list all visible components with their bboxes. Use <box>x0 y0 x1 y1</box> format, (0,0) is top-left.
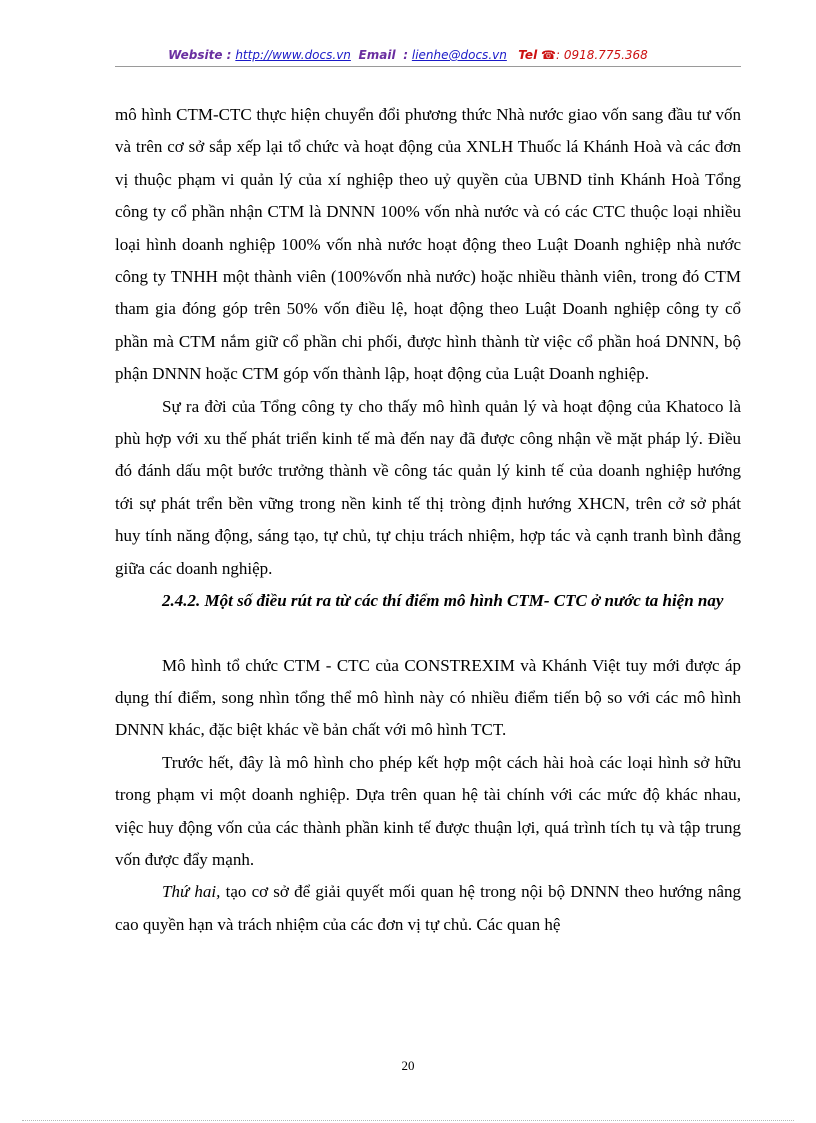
header-divider <box>115 66 741 67</box>
website-link[interactable]: http://www.docs.vn <box>235 48 351 62</box>
blank-line <box>115 618 741 650</box>
website-label: Website : <box>168 48 232 62</box>
paragraph-5-text: tạo cơ sở để giải quyết mối quan hệ trong nội bộ DNNN theo hướng nâng cao quyền hạn và trách nhiệm của các đơn vị tự chủ. Các quan hệ <box>115 882 742 934</box>
paragraph-5-lead: Thứ hai, <box>162 882 221 902</box>
paragraph-1: mô hình CTM-CTC thực hiện chuyển đổi phương thức Nhà nước giao vốn sang đầu tư vốn và trên cơ sở sắp xếp lại tổ chức và hoạt động của XNLH Thuốc lá Khánh Hoà và các đơn vị thuộc phạm vi quản lý của xí nghiệp theo uỷ quyền của UBND tỉnh Khánh Hoà Tổng công ty cổ phần nhận CTM là DNNN 100% vốn nhà nước và có các CTC thuộc loại nhiều loại hình doanh nghiệp 100% vốn nhà nước hoạt động theo Luật Doanh nghiệp nhà nước công ty TNHH một thành viên (100%vốn nhà nước) hoặc nhiều thành viên, trong đó CTM tham gia đóng góp trên 50% vốn điều lệ, hoạt động theo Luật Doanh nghiệp công ty cổ phần mà CTM nắm giữ cổ phần chi phối, được hình thành từ việc cổ phần hoá DNNN, bộ phận DNNN hoặc CTM góp vốn thành lập, hoạt động của Luật Doanh nghiệp. <box>115 105 741 384</box>
document-body <box>115 99 741 941</box>
paragraph-2: Sự ra đời của Tổng công ty cho thấy mô hình quản lý và hoạt động của Khatoco là phù hợp với xu thế phát triển kinh tế mà đến nay đã được công nhận về mặt pháp lý. Điều đó đánh dấu một bước trưởng thành về công tác quản lý kinh tế của doanh nghiệp hướng tới sự phát trển bền vững trong nền kinh tế thị tròng định hướng XHCN, trên cở sở phát huy tính năng động, sáng tạo, tự chủ, tự chịu trách nhiệm, hợp tác và cạnh tranh bình đẳng giữa các doanh nghiệp. <box>115 396 741 578</box>
page-number: 20 <box>401 1058 415 1073</box>
phone-number: : 0918.775.368 <box>555 48 648 62</box>
paragraph-3: Mô hình tổ chức CTM - CTC của CONSTREXIM và Khánh Việt tuy mới được áp dụng thí điểm, song nhìn tổng thể mô hình này có nhiều điểm tiến bộ so với các mô hình DNNN khác, đặc biệt khác về bản chất với mô hình TCT. <box>115 655 741 740</box>
phone-icon: ☎ <box>541 48 556 62</box>
tel-label: Tel <box>518 48 538 62</box>
section-heading: 2.4.2. Một số điều rút ra từ các thí điểm mô hình CTM- CTC ở nước ta hiện nay <box>162 591 724 611</box>
email-separator: : <box>403 48 409 62</box>
email-label: Email <box>358 48 396 62</box>
footer-divider <box>22 1120 794 1121</box>
email-link[interactable]: lienhe@docs.vn <box>411 48 507 62</box>
paragraph-5 <box>115 876 741 941</box>
paragraph-4: Trước hết, đây là mô hình cho phép kết hợp một cách hài hoà các loại hình sở hữu trong phạm vi một doanh nghiệp. Dựa trên quan hệ tài chính với các mức độ khác nhau, việc huy động vốn của các thành phần kinh tế được thuận lợi, quá trình tích tụ và tập trung vốn được đẩy mạnh. <box>115 752 741 869</box>
page-header <box>0 47 816 63</box>
